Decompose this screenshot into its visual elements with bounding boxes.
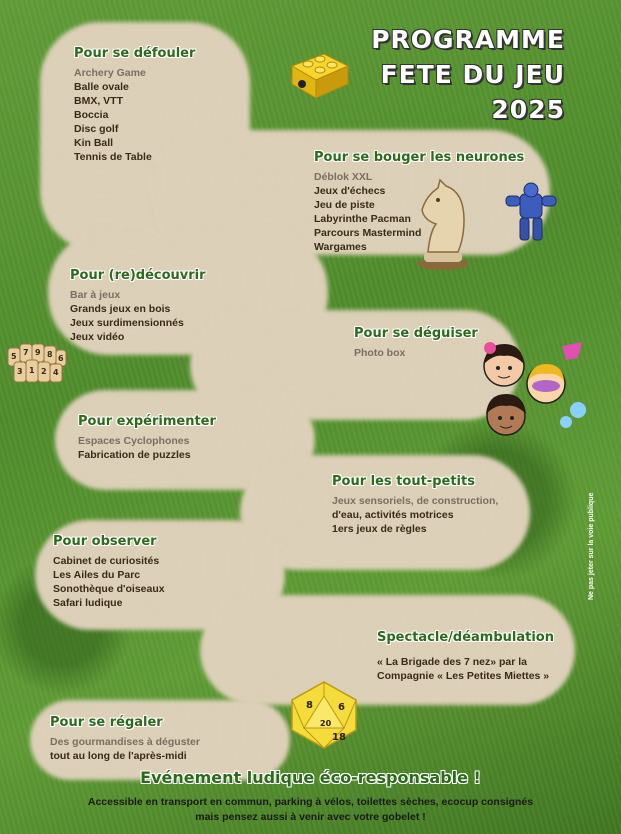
list-item: d'eau, activités motrices [332,509,454,521]
list-item: Bar à jeux [70,289,121,301]
title-line-1: PROGRAMME [371,25,565,54]
list-item: Kin Ball [74,137,114,149]
section-spectacle [377,630,554,683]
section-observer [53,534,165,610]
section-tout-petits [332,474,498,536]
footer-heading: Evénement ludique éco-responsable ! [140,768,481,787]
section-heading: Pour se déguiser [354,326,478,341]
lego-brick-icon [284,46,354,102]
title-line-3: 2025 [491,95,565,124]
list-item: Jeux vidéo [70,331,125,343]
molkky-pin-number: 4 [53,368,59,377]
molkky-pins-icon [4,340,68,388]
d20-face-number: 18 [332,732,346,743]
section-heading: Pour se régaler [50,715,163,730]
section-deguiser [354,326,478,360]
side-note: Ne pas jeter sur la voie publique [588,492,595,600]
d20-face-number: 6 [338,702,345,713]
molkky-pin-number: 1 [29,366,35,375]
molkky-pin-number: 3 [17,367,23,376]
list-item: Photo box [354,347,406,359]
list-item: tout au long de l'après-midi [50,750,187,762]
d20-face-number: 20 [320,719,332,728]
molkky-pin-number: 9 [35,348,41,357]
list-item: Compagnie « Les Petites Miettes » [377,670,550,682]
list-item: « La Brigade des 7 nez» par la [377,656,527,668]
list-item: Jeux d'échecs [314,185,386,197]
section-heading: Pour se bouger les neurones [314,150,525,165]
molkky-pin-number: 5 [11,352,17,361]
section-experimenter [78,414,216,462]
list-item: Tennis de Table [74,151,152,163]
robot-figurine-icon [500,180,560,246]
list-item: Parcours Mastermind [314,227,422,239]
chess-knight-icon [410,176,476,272]
list-item: Jeux surdimensionnés [70,317,184,329]
list-item: 1ers jeux de règles [332,523,427,535]
list-item: Fabrication de puzzles [78,449,191,461]
section-redecouvrir [70,268,206,344]
footer-line-1: Accessible en transport en commun, parking à vélos, toilettes sèches, ecocup consignés [87,796,534,808]
list-item: Safari ludique [53,597,123,609]
list-item: Balle ovale [74,81,129,93]
list-item: Cabinet de curiosités [53,555,160,567]
list-item: Archery Game [74,67,146,79]
list-item: Disc golf [74,123,119,135]
list-item: Wargames [314,241,367,253]
list-item: Sonothèque d'oiseaux [53,583,165,595]
section-heading: Pour (re)découvrir [70,268,206,283]
list-item: BMX, VTT [74,95,123,107]
molkky-pin-number: 6 [58,354,64,363]
footer-line-2: mais pensez aussi à venir avec votre gobelet ! [195,811,426,823]
list-item: Jeux sensoriels, de construction, [332,495,499,507]
d20-dice-icon [286,680,362,750]
section-heading: Spectacle/déambulation [377,630,554,645]
section-heading: Pour expérimenter [78,414,216,429]
list-item: Labyrinthe Pacman [314,213,411,225]
list-item: Déblok XXL [314,171,373,183]
molkky-pin-number: 8 [47,350,53,359]
list-item: Jeu de piste [314,199,375,211]
list-item: Des gourmandises à déguster [50,736,200,748]
section-heading: Pour les tout-petits [332,474,475,489]
section-defouler [74,46,195,164]
list-item: Les Ailes du Parc [53,569,141,581]
section-heading: Pour observer [53,534,157,549]
title-line-2: FETE DU JEU [380,60,565,89]
list-item: Espaces Cyclophones [78,435,190,447]
list-item: Boccia [74,109,109,121]
section-heading: Pour se défouler [74,46,196,61]
section-regaler [50,715,200,763]
molkky-pin-number: 2 [41,367,47,376]
costume-kids-icon [470,336,590,456]
list-item: Grands jeux en bois [70,303,171,315]
d20-face-number: 8 [306,700,313,711]
molkky-pin-number: 7 [23,348,29,357]
